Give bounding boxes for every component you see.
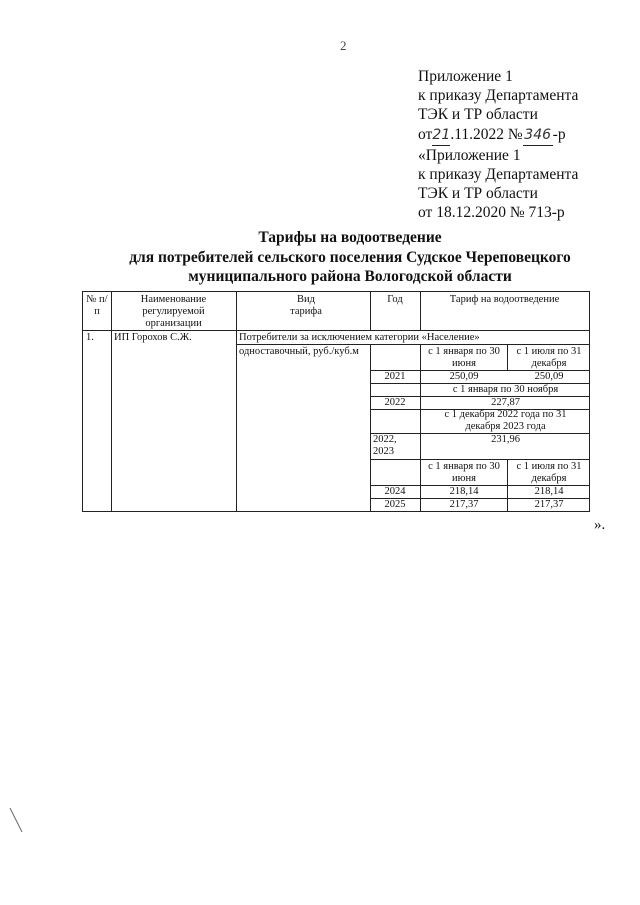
period-second-half-2: с 1 июля по 31 декабря xyxy=(516,461,582,484)
handwritten-number: 346 xyxy=(523,126,553,146)
order-prefix: от xyxy=(418,125,433,143)
value-2025-h1: 217,37 xyxy=(449,499,479,510)
value-2021-h2: 250,09 xyxy=(534,371,564,382)
grid-line xyxy=(83,330,589,331)
appendix-block xyxy=(418,67,578,223)
grid-line xyxy=(111,292,112,511)
document-title xyxy=(110,228,590,287)
appendix-order-date xyxy=(418,125,578,146)
grid-line xyxy=(420,292,421,330)
order-suffix: -р xyxy=(552,125,566,143)
period-2022-2023: с 1 декабря 2022 года по 31 декабря 2023 года xyxy=(444,409,567,432)
year-2024: 2024 xyxy=(384,486,406,497)
value-2024-h2: 218,14 xyxy=(534,486,564,497)
header-num: № п/п xyxy=(86,294,108,317)
title-line-3: муниципального района Вологодской области xyxy=(188,268,512,285)
consumer-category: Потребители за исключением категории «Население» xyxy=(239,332,480,343)
appendix-line-7: ТЭК и ТР области xyxy=(418,185,538,203)
grid-line xyxy=(507,344,508,370)
grid-line xyxy=(236,292,237,511)
value-2022-2023: 231,96 xyxy=(491,434,520,445)
period-2022: с 1 января по 30 ноября xyxy=(452,384,559,395)
year-2022: 2022 xyxy=(384,397,406,408)
appendix-line-2: к приказу Департамента xyxy=(418,87,579,105)
scan-mark xyxy=(8,806,28,836)
tariff-type: одноставочный, руб./куб.м xyxy=(239,346,359,357)
tariff-table xyxy=(82,291,590,512)
grid-line xyxy=(370,459,589,460)
header-tariff-type: Вид тарифа xyxy=(290,294,322,317)
grid-line xyxy=(236,344,589,345)
appendix-line-6: к приказу Департамента xyxy=(418,166,579,184)
row-number: 1. xyxy=(86,332,94,343)
appendix-line-5: «Приложение 1 xyxy=(418,146,521,164)
header-year: Год xyxy=(387,294,403,305)
page-number: 2 xyxy=(340,38,347,53)
closing-quote: ». xyxy=(594,517,606,533)
organization-name: ИП Горохов С.Ж. xyxy=(114,332,192,343)
period-first-half: с 1 января по 30 июня xyxy=(428,346,500,369)
period-second-half: с 1 июля по 31 декабря xyxy=(516,346,582,369)
value-2024-h1: 218,14 xyxy=(449,486,479,497)
period-first-half-2: с 1 января по 30 июня xyxy=(428,461,500,484)
handwritten-day: 21 xyxy=(432,126,450,146)
year-2022-2023: 2022, 2023 xyxy=(373,434,397,457)
grid-line xyxy=(370,292,371,330)
value-2021-h1: 250,09 xyxy=(449,371,479,382)
appendix-line-1: Приложение 1 xyxy=(418,68,513,85)
value-2022: 227,87 xyxy=(491,397,520,408)
year-2025: 2025 xyxy=(384,499,406,510)
year-2021: 2021 xyxy=(384,371,406,382)
appendix-line-3: ТЭК и ТР области xyxy=(418,106,538,124)
header-tariff: Тариф на водоотведение xyxy=(449,294,560,305)
order-middle: .11.2022 № xyxy=(450,125,523,143)
value-2025-h2: 217,37 xyxy=(534,499,564,510)
header-organization: Наименование регулируемой организации xyxy=(140,294,207,329)
title-line-1: Тарифы на водоотведение xyxy=(258,229,442,246)
appendix-line-8: от 18.12.2020 № 713-р xyxy=(418,204,565,222)
title-line-2: для потребителей сельского поселения Судское Череповецкого xyxy=(129,248,571,266)
